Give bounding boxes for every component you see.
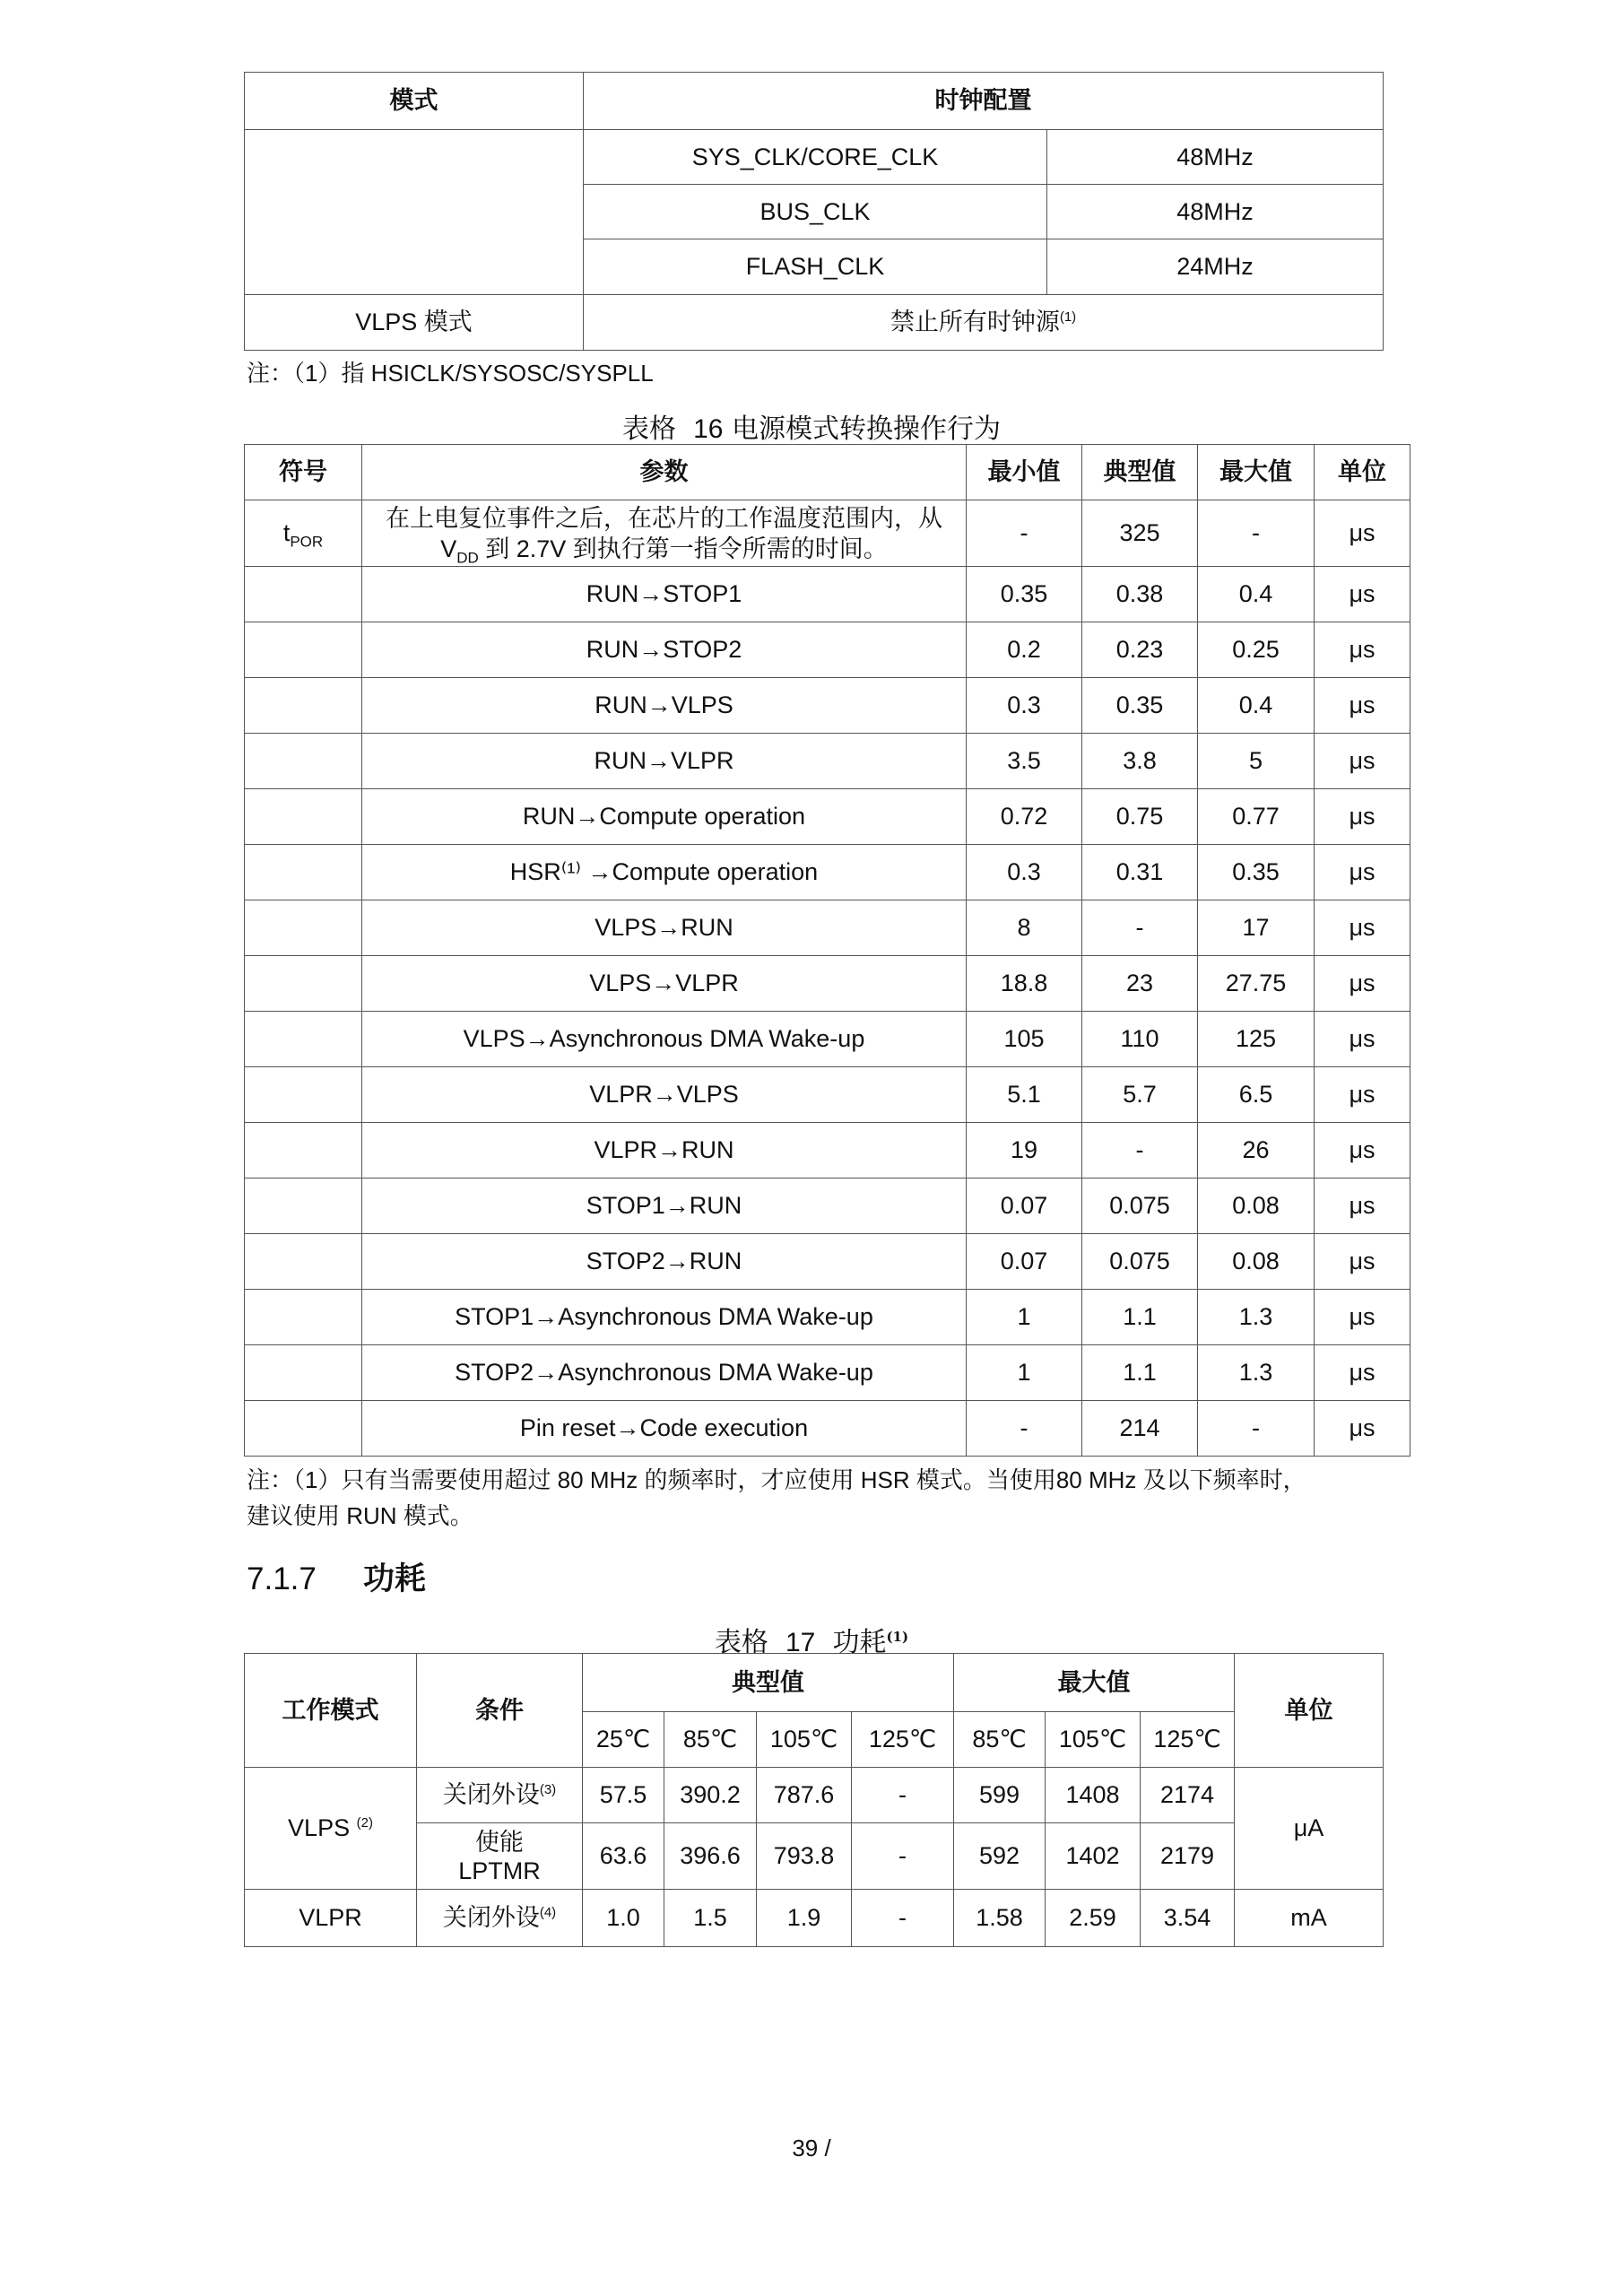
- table-row: [245, 1234, 1410, 1290]
- table16-caption: 表格 16 电源模式转换操作行为: [622, 413, 1001, 445]
- table-row: [245, 678, 1410, 734]
- typical-header: 典型值: [583, 1654, 954, 1712]
- vlps-clock-config: 禁止所有时钟源$^{(1)}$: [584, 295, 1384, 351]
- row-unit: μs: [1315, 845, 1410, 900]
- row-symbol: [245, 789, 362, 845]
- row-param: RUN→STOP2: [362, 622, 967, 678]
- typ-value: 57.5: [583, 1768, 664, 1823]
- row-max: 1.3: [1198, 1345, 1315, 1401]
- empty-mode-cell: [245, 130, 584, 295]
- clock-value: 24MHz: [1047, 239, 1384, 295]
- row-min: 0.35: [967, 567, 1082, 622]
- clock-name: FLASH_CLK: [584, 239, 1047, 295]
- row-unit: μs: [1315, 956, 1410, 1012]
- row-symbol: [245, 1067, 362, 1123]
- vlps-mode-cell: VLPS 模式: [245, 295, 584, 351]
- typ-value: 1.9: [757, 1890, 852, 1947]
- row-symbol: [245, 567, 362, 622]
- row-param: STOP2→RUN: [362, 1234, 967, 1290]
- typ-temp: 125℃: [852, 1712, 954, 1768]
- vlpr-mode-cell: VLPR: [245, 1890, 417, 1947]
- symbol-header: 符号: [245, 445, 362, 500]
- tpor-param: 在上电复位事件之后，在芯片的工作温度范围内，从 $V_{DD}$ 到 2.7V 到执行第一指令所需的时间。: [362, 500, 967, 567]
- typ-value: 1.5: [664, 1890, 757, 1947]
- table-row: [245, 1012, 1410, 1067]
- table-row: [245, 1123, 1410, 1178]
- row-symbol: [245, 845, 362, 900]
- row-symbol: [245, 734, 362, 789]
- row-min: 0.3: [967, 678, 1082, 734]
- clock-name: SYS_CLK/CORE_CLK: [584, 130, 1047, 185]
- row-param: VLPR→VLPS: [362, 1067, 967, 1123]
- row-min: 18.8: [967, 956, 1082, 1012]
- section-title: 功耗: [363, 1561, 427, 1596]
- row-max: 0.77: [1198, 789, 1315, 845]
- max-value: 1408: [1046, 1768, 1141, 1823]
- row-min: 1: [967, 1345, 1082, 1401]
- row-min: 5.1: [967, 1067, 1082, 1123]
- row-symbol: [245, 1401, 362, 1457]
- tpor-unit: μs: [1315, 500, 1410, 567]
- row-symbol: [245, 956, 362, 1012]
- section-number: 7.1.7: [247, 1561, 317, 1596]
- clock-table-note: 注：（1）指 HSICLK/SYSOSC/SYSPLL: [247, 360, 654, 387]
- typ-value: 63.6: [583, 1823, 664, 1890]
- power-mode-transition-table: [244, 444, 1410, 1457]
- row-symbol: [245, 1012, 362, 1067]
- row-unit: μs: [1315, 678, 1410, 734]
- vlpr-unit: mA: [1235, 1890, 1384, 1947]
- max-value: 599: [954, 1768, 1046, 1823]
- row-param: VLPS→RUN: [362, 900, 967, 956]
- row-max: -: [1198, 1401, 1315, 1457]
- row-max: 1.3: [1198, 1290, 1315, 1345]
- row-max: 125: [1198, 1012, 1315, 1067]
- table-row: [245, 567, 1410, 622]
- row-max: 0.4: [1198, 678, 1315, 734]
- condition-header: 条件: [417, 1654, 583, 1768]
- param-header: 参数: [362, 445, 967, 500]
- row-param: VLPS→Asynchronous DMA Wake-up: [362, 1012, 967, 1067]
- row-max: 26: [1198, 1123, 1315, 1178]
- max-value: 3.54: [1141, 1890, 1235, 1947]
- row-symbol: [245, 1123, 362, 1178]
- table-row: [245, 1290, 1410, 1345]
- row-typ: 0.38: [1082, 567, 1198, 622]
- row-max: 5: [1198, 734, 1315, 789]
- row-unit: μs: [1315, 900, 1410, 956]
- maximum-header: 最大值: [954, 1654, 1235, 1712]
- row-typ: 110: [1082, 1012, 1198, 1067]
- typ-value: 396.6: [664, 1823, 757, 1890]
- typ-header: 典型值: [1082, 445, 1198, 500]
- max-value: 1.58: [954, 1890, 1046, 1947]
- row-symbol: [245, 1345, 362, 1401]
- row-typ: 1.1: [1082, 1290, 1198, 1345]
- row-unit: μs: [1315, 789, 1410, 845]
- clock-value: 48MHz: [1047, 130, 1384, 185]
- row-param: STOP1→Asynchronous DMA Wake-up: [362, 1290, 967, 1345]
- page-number: 39 /: [792, 2135, 831, 2161]
- table-row: [245, 734, 1410, 789]
- row-unit: μs: [1315, 1401, 1410, 1457]
- row-min: 3.5: [967, 734, 1082, 789]
- row-param: RUN→Compute operation: [362, 789, 967, 845]
- table-row: [245, 1401, 1410, 1457]
- row-param: RUN→VLPR: [362, 734, 967, 789]
- max-value: 2174: [1141, 1768, 1235, 1823]
- typ-value: -: [852, 1823, 954, 1890]
- row-max: 17: [1198, 900, 1315, 956]
- row-param: STOP2→Asynchronous DMA Wake-up: [362, 1345, 967, 1401]
- tpor-max: -: [1198, 500, 1315, 567]
- typ-value: 390.2: [664, 1768, 757, 1823]
- row-typ: 0.075: [1082, 1234, 1198, 1290]
- max-value: 2.59: [1046, 1890, 1141, 1947]
- row-unit: μs: [1315, 1012, 1410, 1067]
- typ-value: -: [852, 1890, 954, 1947]
- tpor-typ: 325: [1082, 500, 1198, 567]
- row-symbol: [245, 1234, 362, 1290]
- row-min: 0.2: [967, 622, 1082, 678]
- row-max: 0.25: [1198, 622, 1315, 678]
- typ-value: 787.6: [757, 1768, 852, 1823]
- row-min: 0.3: [967, 845, 1082, 900]
- max-temp: 85℃: [954, 1712, 1046, 1768]
- row-unit: μs: [1315, 1234, 1410, 1290]
- row-unit: μs: [1315, 1123, 1410, 1178]
- row-typ: -: [1082, 1123, 1198, 1178]
- row-param: RUN→VLPS: [362, 678, 967, 734]
- row-unit: μs: [1315, 1345, 1410, 1401]
- row-typ: 0.075: [1082, 1178, 1198, 1234]
- max-value: 2179: [1141, 1823, 1235, 1890]
- row-param: VLPS→VLPR: [362, 956, 967, 1012]
- section-heading: [247, 1554, 426, 1599]
- row-param: HSR⁽¹⁾ →Compute operation: [362, 845, 967, 900]
- row-unit: μs: [1315, 1178, 1410, 1234]
- table-row: [245, 1178, 1410, 1234]
- row-min: 0.72: [967, 789, 1082, 845]
- table17-caption: 表格 17 功耗$^{(1)}$: [714, 1627, 909, 1658]
- row-unit: μs: [1315, 734, 1410, 789]
- row-symbol: [245, 678, 362, 734]
- row-min: 0.07: [967, 1178, 1082, 1234]
- row-symbol: [245, 900, 362, 956]
- condition-cell: 使能 LPTMR: [417, 1823, 583, 1890]
- row-max: 27.75: [1198, 956, 1315, 1012]
- typ-temp: 25℃: [583, 1712, 664, 1768]
- typ-value: 793.8: [757, 1823, 852, 1890]
- row-typ: -: [1082, 900, 1198, 956]
- row-param: VLPR→RUN: [362, 1123, 967, 1178]
- unit-header: 单位: [1315, 445, 1410, 500]
- row-symbol: [245, 1178, 362, 1234]
- mode-header: 模式: [245, 73, 584, 130]
- max-value: 1402: [1046, 1823, 1141, 1890]
- row-max: 6.5: [1198, 1067, 1315, 1123]
- vlps-unit: μA: [1235, 1768, 1384, 1890]
- row-min: -: [967, 1401, 1082, 1457]
- max-header: 最大值: [1198, 445, 1315, 500]
- row-min: 8: [967, 900, 1082, 956]
- table16-note-line1: 注：（1）只有当需要使用超过 80 MHz 的频率时，才应使用 HSR 模式。当使用80 MHz 及以下频率时，: [247, 1466, 1306, 1493]
- table-row: [245, 622, 1410, 678]
- vlps-mode-cell: VLPS $^{(2)}$: [245, 1768, 417, 1890]
- row-unit: μs: [1315, 1290, 1410, 1345]
- max-temp: 105℃: [1046, 1712, 1141, 1768]
- row-max: 0.35: [1198, 845, 1315, 900]
- row-symbol: [245, 622, 362, 678]
- mode-header: 工作模式: [245, 1654, 417, 1768]
- row-max: 0.08: [1198, 1234, 1315, 1290]
- typ-value: 1.0: [583, 1890, 664, 1947]
- table-row: [245, 956, 1410, 1012]
- row-min: 0.07: [967, 1234, 1082, 1290]
- row-min: 105: [967, 1012, 1082, 1067]
- condition-cell: 关闭外设$^{(3)}$: [417, 1768, 583, 1823]
- row-typ: 0.75: [1082, 789, 1198, 845]
- table-row: [245, 789, 1410, 845]
- table-row: [245, 900, 1410, 956]
- row-unit: μs: [1315, 567, 1410, 622]
- clock-config-table: [244, 72, 1384, 351]
- row-param: Pin reset→Code execution: [362, 1401, 967, 1457]
- row-max: 0.08: [1198, 1178, 1315, 1234]
- unit-header: 单位: [1235, 1654, 1384, 1768]
- row-typ: 214: [1082, 1401, 1198, 1457]
- max-temp: 125℃: [1141, 1712, 1235, 1768]
- clock-config-header: 时钟配置: [584, 73, 1384, 130]
- tpor-symbol: $t_{POR}$: [245, 500, 362, 567]
- typ-value: -: [852, 1768, 954, 1823]
- typ-temp: 105℃: [757, 1712, 852, 1768]
- row-typ: 1.1: [1082, 1345, 1198, 1401]
- min-header: 最小值: [967, 445, 1082, 500]
- row-typ: 5.7: [1082, 1067, 1198, 1123]
- row-unit: μs: [1315, 622, 1410, 678]
- row-min: 19: [967, 1123, 1082, 1178]
- condition-cell: 关闭外设$^{(4)}$: [417, 1890, 583, 1947]
- row-param: RUN→STOP1: [362, 567, 967, 622]
- clock-name: BUS_CLK: [584, 185, 1047, 239]
- max-value: 592: [954, 1823, 1046, 1890]
- row-param: STOP1→RUN: [362, 1178, 967, 1234]
- row-typ: 3.8: [1082, 734, 1198, 789]
- row-max: 0.4: [1198, 567, 1315, 622]
- row-typ: 0.23: [1082, 622, 1198, 678]
- row-typ: 0.35: [1082, 678, 1198, 734]
- row-unit: μs: [1315, 1067, 1410, 1123]
- row-typ: 0.31: [1082, 845, 1198, 900]
- row-symbol: [245, 1290, 362, 1345]
- row-min: 1: [967, 1290, 1082, 1345]
- table16-note-line2: 建议使用 RUN 模式。: [247, 1502, 473, 1529]
- clock-value: 48MHz: [1047, 185, 1384, 239]
- table-row: [245, 1345, 1410, 1401]
- power-consumption-table: [244, 1653, 1384, 1947]
- table-row: [245, 845, 1410, 900]
- table-row: [245, 1067, 1410, 1123]
- row-typ: 23: [1082, 956, 1198, 1012]
- typ-temp: 85℃: [664, 1712, 757, 1768]
- tpor-min: -: [967, 500, 1082, 567]
